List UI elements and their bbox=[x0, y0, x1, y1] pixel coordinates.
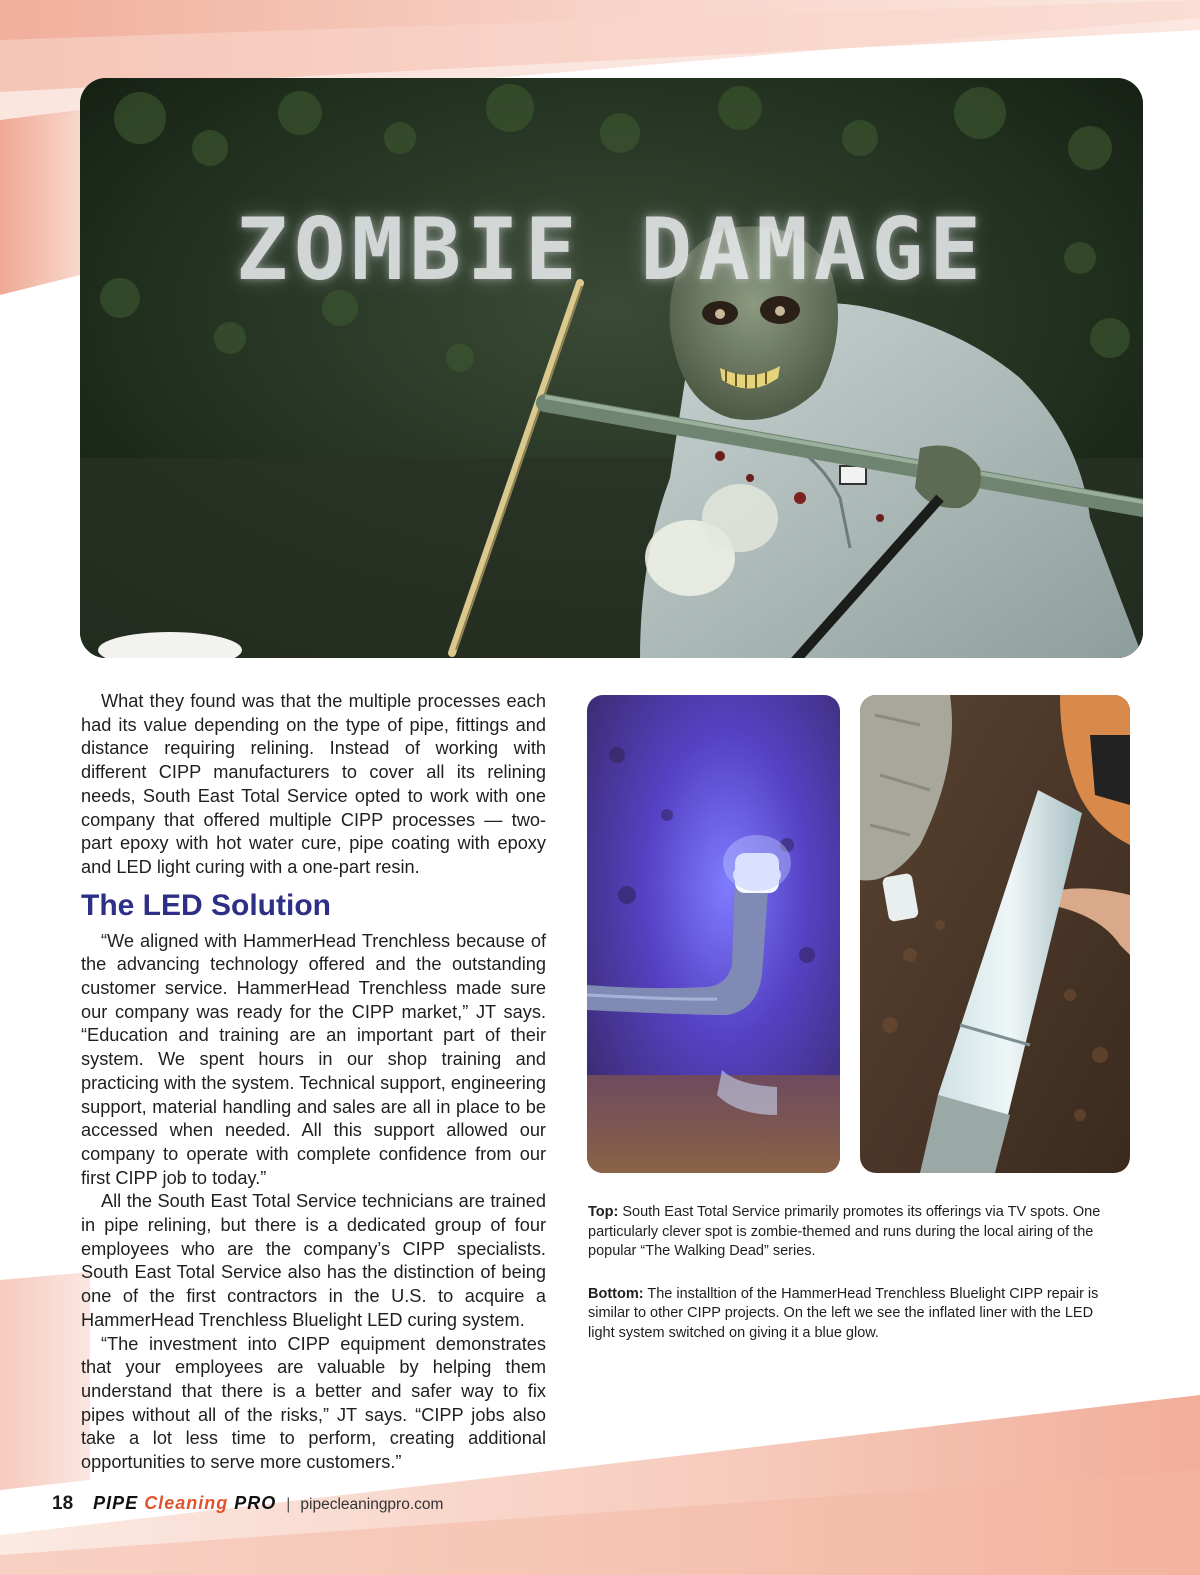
section-heading: The LED Solution bbox=[81, 888, 331, 922]
website-link[interactable]: pipecleaningpro.com bbox=[300, 1496, 444, 1513]
led-liner-illustration bbox=[587, 695, 840, 1173]
caption-bottom-text: The installtion of the HammerHead Trenchless Bluelight CIPP repair is similar to other CIPP projects. On the left we see the inflated liner with the LED light system switched on giving it a blue glow. bbox=[588, 1285, 1099, 1341]
caption-top-label: Top: bbox=[588, 1204, 619, 1220]
page-footer bbox=[52, 1493, 443, 1515]
hero-title: ZOMBIE DAMAGE bbox=[235, 200, 988, 300]
hero-photo bbox=[80, 78, 1143, 658]
magazine-logo bbox=[93, 1493, 276, 1514]
article-body bbox=[81, 690, 546, 1475]
liner-installation-illustration bbox=[860, 695, 1130, 1173]
caption-bottom bbox=[588, 1285, 1118, 1344]
led-liner-photo bbox=[587, 695, 840, 1173]
logo-pro: PRO bbox=[234, 1493, 277, 1513]
page-number: 18 bbox=[52, 1493, 74, 1514]
footer-separator: | bbox=[286, 1496, 291, 1513]
article-paragraph: All the South East Total Service technicians are trained in pipe relining, but there is a dedicated group of four employees who are the company’s CIPP specialists. South East Total Service also has the distinction of being one of the first contractors in the U.S. to acquire a HammerHead Trenchless Bluelight LED curing system. bbox=[81, 1191, 546, 1330]
article-paragraph: “The investment into CIPP equipment demonstrates that your employees are valuable by helping them understand that there is a better and safer way to fix pipes without all of the risks,” JT says. “CIPP jobs also take a lot less time to perform, creating additional opportunities to serve more customers.” bbox=[81, 1333, 546, 1473]
photo-captions bbox=[588, 1203, 1118, 1366]
logo-pipe: PIPE bbox=[93, 1493, 139, 1513]
caption-bottom-label: Bottom: bbox=[588, 1285, 644, 1302]
article-paragraph: “We aligned with HammerHead Trenchless because of the advancing technology offered and the outstanding customer service. HammerHead Trenchless made sure our company was ready for the CIPP market,” JT says. “Education and training are an important part of their system. We spent hours in our shop training and practicing with the system. Technical support, engineering support, material handling and sales are all in place to be accessed when needed. All this support allowed our company to operate with complete confidence from our first CIPP job to today.” bbox=[81, 930, 546, 1188]
zombie-scene-illustration bbox=[80, 78, 1143, 658]
article-paragraph: What they found was that the multiple processes each had its value depending on the type of pipe, fittings and distance requiring relining. Instead of working with different CIPP manufacturers to cover all its relining needs, South East Total Service opted to work with one company that offered multiple CIPP processes — two-part epoxy with hot water cure, pipe coating with epoxy and LED light curing with a one-part resin. bbox=[81, 691, 546, 877]
caption-top bbox=[588, 1203, 1118, 1262]
caption-top-text: South East Total Service primarily promotes its offerings via TV spots. One particularly clever spot is zombie-themed and runs during the local airing of the popular “The Walking Dead” series. bbox=[588, 1204, 1101, 1259]
logo-cleaning: Cleaning bbox=[144, 1493, 229, 1513]
liner-installation-photo bbox=[860, 695, 1130, 1173]
